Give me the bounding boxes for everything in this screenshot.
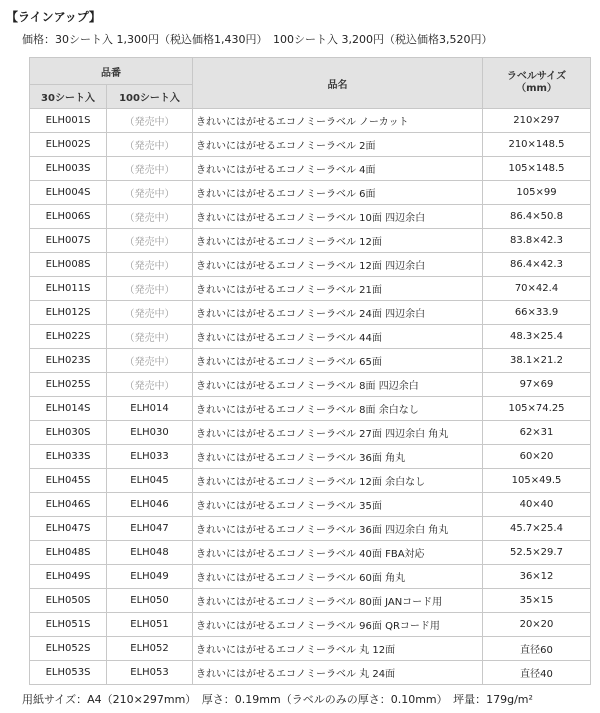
label-size: 20×20 bbox=[483, 613, 591, 637]
header-label-size-unit: （mm） bbox=[516, 83, 557, 94]
product-code-100: ELH049 bbox=[107, 565, 193, 589]
product-name: きれいにはがせるエコノミーラベル 40面 FBA対応 bbox=[193, 541, 483, 565]
product-code-30: ELH012S bbox=[30, 301, 107, 325]
label-size: 66×33.9 bbox=[483, 301, 591, 325]
product-code-100: ELH033 bbox=[107, 445, 193, 469]
table-row bbox=[30, 589, 591, 613]
product-name: きれいにはがせるエコノミーラベル 2面 bbox=[193, 133, 483, 157]
product-code-100: ELH030 bbox=[107, 421, 193, 445]
product-code-100: （発売中） bbox=[107, 157, 193, 181]
table-row bbox=[30, 157, 591, 181]
label-size: 40×40 bbox=[483, 493, 591, 517]
product-code-30: ELH006S bbox=[30, 205, 107, 229]
label-size: 105×74.25 bbox=[483, 397, 591, 421]
table-row bbox=[30, 469, 591, 493]
header-product-name: 品名 bbox=[193, 58, 483, 109]
lineup-table bbox=[29, 57, 591, 685]
label-size: 38.1×21.2 bbox=[483, 349, 591, 373]
table-row bbox=[30, 421, 591, 445]
product-code-30: ELH047S bbox=[30, 517, 107, 541]
table-row bbox=[30, 181, 591, 205]
table-row bbox=[30, 349, 591, 373]
product-code-100: ELH051 bbox=[107, 613, 193, 637]
table-row bbox=[30, 541, 591, 565]
product-code-30: ELH052S bbox=[30, 637, 107, 661]
product-name: きれいにはがせるエコノミーラベル 80面 JANコード用 bbox=[193, 589, 483, 613]
label-size: 105×49.5 bbox=[483, 469, 591, 493]
table-row bbox=[30, 661, 591, 685]
product-code-30: ELH002S bbox=[30, 133, 107, 157]
product-name: きれいにはがせるエコノミーラベル 96面 QRコード用 bbox=[193, 613, 483, 637]
label-size: 直径60 bbox=[483, 637, 591, 661]
table-row bbox=[30, 445, 591, 469]
label-size: 105×148.5 bbox=[483, 157, 591, 181]
product-name: きれいにはがせるエコノミーラベル 8面 余白なし bbox=[193, 397, 483, 421]
header-label-size-text: ラベルサイズ bbox=[506, 70, 567, 82]
header-30-sheets: 30シート入 bbox=[30, 85, 107, 109]
label-size: 直径40 bbox=[483, 661, 591, 685]
label-size: 48.3×25.4 bbox=[483, 325, 591, 349]
product-name: きれいにはがせるエコノミーラベル 6面 bbox=[193, 181, 483, 205]
product-code-100: ELH047 bbox=[107, 517, 193, 541]
product-code-100: ELH052 bbox=[107, 637, 193, 661]
product-name: きれいにはがせるエコノミーラベル 12面 bbox=[193, 229, 483, 253]
product-code-100: ELH046 bbox=[107, 493, 193, 517]
table-row bbox=[30, 397, 591, 421]
table-row bbox=[30, 229, 591, 253]
label-size: 60×20 bbox=[483, 445, 591, 469]
product-name: きれいにはがせるエコノミーラベル 36面 四辺余白 角丸 bbox=[193, 517, 483, 541]
product-code-30: ELH053S bbox=[30, 661, 107, 685]
product-code-30: ELH049S bbox=[30, 565, 107, 589]
product-code-100: （発売中） bbox=[107, 181, 193, 205]
section-heading: 【ラインアップ】 bbox=[6, 10, 101, 24]
label-size: 210×297 bbox=[483, 109, 591, 133]
product-code-100: ELH053 bbox=[107, 661, 193, 685]
product-code-30: ELH025S bbox=[30, 373, 107, 397]
product-code-100: （発売中） bbox=[107, 373, 193, 397]
product-name: きれいにはがせるエコノミーラベル 4面 bbox=[193, 157, 483, 181]
table-row bbox=[30, 133, 591, 157]
table-row bbox=[30, 277, 591, 301]
table-row bbox=[30, 301, 591, 325]
product-code-100: （発売中） bbox=[107, 301, 193, 325]
product-name: きれいにはがせるエコノミーラベル ノーカット bbox=[193, 109, 483, 133]
label-size: 45.7×25.4 bbox=[483, 517, 591, 541]
label-size: 52.5×29.7 bbox=[483, 541, 591, 565]
product-code-100: ELH045 bbox=[107, 469, 193, 493]
product-name: きれいにはがせるエコノミーラベル 丸 24面 bbox=[193, 661, 483, 685]
header-100-sheets: 100シート入 bbox=[107, 85, 193, 109]
label-size: 210×148.5 bbox=[483, 133, 591, 157]
table-row bbox=[30, 637, 591, 661]
product-code-30: ELH033S bbox=[30, 445, 107, 469]
product-code-100: （発売中） bbox=[107, 325, 193, 349]
product-name: きれいにはがせるエコノミーラベル 21面 bbox=[193, 277, 483, 301]
product-code-100: （発売中） bbox=[107, 205, 193, 229]
product-code-30: ELH022S bbox=[30, 325, 107, 349]
product-code-100: （発売中） bbox=[107, 253, 193, 277]
product-code-100: （発売中） bbox=[107, 277, 193, 301]
product-code-30: ELH011S bbox=[30, 277, 107, 301]
product-code-30: ELH014S bbox=[30, 397, 107, 421]
table-row bbox=[30, 325, 591, 349]
product-name: きれいにはがせるエコノミーラベル 44面 bbox=[193, 325, 483, 349]
label-size: 62×31 bbox=[483, 421, 591, 445]
table-row bbox=[30, 565, 591, 589]
paper-spec-footer: 用紙サイズ：A4（210×297mm） 厚さ：0.19mm（ラベルのみの厚さ：0.10mm） 坪量：179g/m² bbox=[22, 693, 533, 706]
product-code-100: ELH048 bbox=[107, 541, 193, 565]
product-name: きれいにはがせるエコノミーラベル 24面 四辺余白 bbox=[193, 301, 483, 325]
product-name: きれいにはがせるエコノミーラベル 12面 四辺余白 bbox=[193, 253, 483, 277]
table-row bbox=[30, 109, 591, 133]
product-name: きれいにはがせるエコノミーラベル 丸 12面 bbox=[193, 637, 483, 661]
product-name: きれいにはがせるエコノミーラベル 27面 四辺余白 角丸 bbox=[193, 421, 483, 445]
product-name: きれいにはがせるエコノミーラベル 8面 四辺余白 bbox=[193, 373, 483, 397]
product-name: きれいにはがせるエコノミーラベル 36面 角丸 bbox=[193, 445, 483, 469]
product-code-100: （発売中） bbox=[107, 349, 193, 373]
product-name: きれいにはがせるエコノミーラベル 65面 bbox=[193, 349, 483, 373]
product-code-30: ELH051S bbox=[30, 613, 107, 637]
product-code-30: ELH007S bbox=[30, 229, 107, 253]
product-code-30: ELH050S bbox=[30, 589, 107, 613]
product-code-30: ELH008S bbox=[30, 253, 107, 277]
product-code-30: ELH001S bbox=[30, 109, 107, 133]
label-size: 105×99 bbox=[483, 181, 591, 205]
label-size: 97×69 bbox=[483, 373, 591, 397]
product-name: きれいにはがせるエコノミーラベル 60面 角丸 bbox=[193, 565, 483, 589]
table-row bbox=[30, 205, 591, 229]
label-size: 70×42.4 bbox=[483, 277, 591, 301]
product-code-100: （発売中） bbox=[107, 229, 193, 253]
label-size: 36×12 bbox=[483, 565, 591, 589]
label-size: 35×15 bbox=[483, 589, 591, 613]
price-line: 価格：30シート入 1,300円（税込価格1,430円） 100シート入 3,200円（税込価格3,520円） bbox=[22, 33, 493, 46]
product-code-30: ELH030S bbox=[30, 421, 107, 445]
header-hinban: 品番 bbox=[30, 58, 193, 85]
label-size: 86.4×42.3 bbox=[483, 253, 591, 277]
product-code-30: ELH004S bbox=[30, 181, 107, 205]
product-code-100: ELH014 bbox=[107, 397, 193, 421]
product-code-100: （発売中） bbox=[107, 109, 193, 133]
header-label-size bbox=[483, 58, 591, 109]
table-row bbox=[30, 373, 591, 397]
product-code-30: ELH023S bbox=[30, 349, 107, 373]
table-row bbox=[30, 613, 591, 637]
label-size: 83.8×42.3 bbox=[483, 229, 591, 253]
product-name: きれいにはがせるエコノミーラベル 12面 余白なし bbox=[193, 469, 483, 493]
table-row bbox=[30, 493, 591, 517]
product-code-30: ELH045S bbox=[30, 469, 107, 493]
product-code-30: ELH003S bbox=[30, 157, 107, 181]
product-name: きれいにはがせるエコノミーラベル 10面 四辺余白 bbox=[193, 205, 483, 229]
product-code-30: ELH046S bbox=[30, 493, 107, 517]
table-row bbox=[30, 253, 591, 277]
table-row bbox=[30, 517, 591, 541]
product-code-100: （発売中） bbox=[107, 133, 193, 157]
product-name: きれいにはがせるエコノミーラベル 35面 bbox=[193, 493, 483, 517]
product-code-30: ELH048S bbox=[30, 541, 107, 565]
table-body bbox=[30, 109, 591, 685]
label-size: 86.4×50.8 bbox=[483, 205, 591, 229]
product-code-100: ELH050 bbox=[107, 589, 193, 613]
